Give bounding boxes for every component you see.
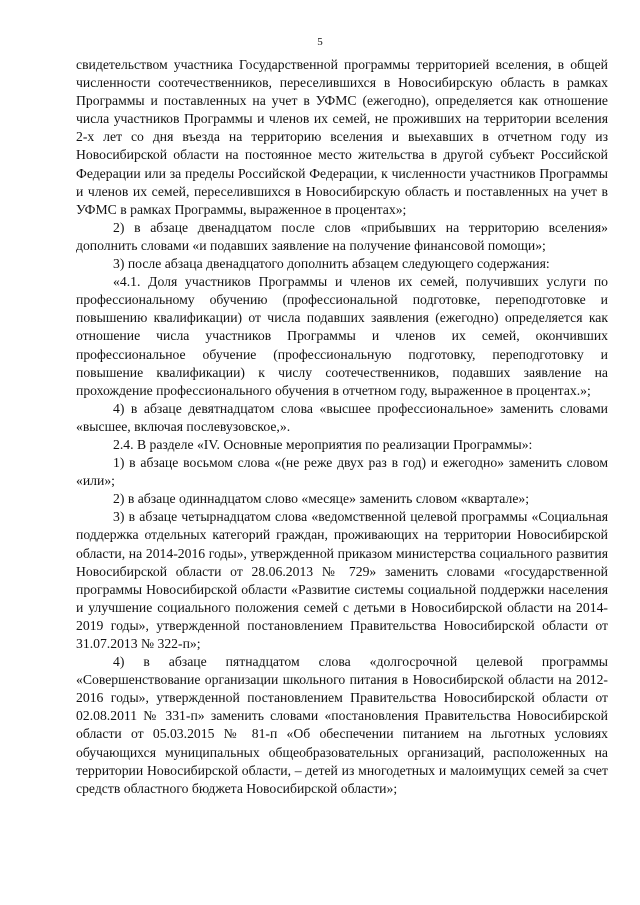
paragraph: 1) в абзаце восьмом слова «(не реже двух раз в год) и ежегодно» заменить словом «или»; [76,455,608,489]
paragraph: 2) в абзаце одиннадцатом слово «месяце» заменить словом «квартале»; [113,491,530,507]
paragraph: 2.4. В разделе «IV. Основные мероприятия по реализации Программы»: [113,436,533,452]
paragraph: свидетельством участника Государственной программы территорией вселения, в общей численности соотечественников, переселившихся в Новосибирскую область в рамках Программы и поставленных на учет в УФМС (ежегодно), определяется как отношение числа участников Программы и членов их семей, не проживших на территории вселения 2-х лет со дня въезда на территорию вселения и выехавших в отчетном году из Новосибирской области на постоянное место жительства в другой субъект Российской Федерации или за пределы Российской Федерации, к численности участников Программы и членов их семей, переселившихся в Новосибирскую область и поставленных на учет в УФМС в рамках Программы, выраженное в процентах»; [76,57,608,217]
document-body [76,56,608,798]
paragraph: 4) в абзаце пятнадцатом слова «долгосрочной целевой программы «Совершенствование организации школьного питания в Новосибирской области на 2012-2016 годы», утвержденной постановлением Правительства Новосибирской области от 02.08.2011 № 331-п» заменить словами «постановления Правительства Новосибирской области от 05.03.2015 № 81-п «Об обеспечении питанием на льготных условиях обучающихся муниципальных общеобразовательных организаций, расположенных на территории Новосибирской области, – детей из многодетных и малоимущих семей за счет средств областного бюджета Новосибирской области»; [76,654,608,796]
paragraph: 3) после абзаца двенадцатого дополнить абзацем следующего содержания: [113,256,550,272]
page-number: 5 [317,36,323,48]
paragraph: «4.1. Доля участников Программы и членов их семей, получивших услуги по профессиональному обучению (профессиональной подготовке, переподготовке и повышению квалификации) от числа подавших заявления (ежегодно) определяется как отношение числа участников Программы и членов их семей, окончивших профессиональное обучение (профессиональную подготовку, переподготовку и повышение квалификации) к числу соотечественников, подавших заявление на прохождение профессионального обучения в отчетном году, выраженное в процентах.»; [76,274,608,398]
paragraph: 4) в абзаце девятнадцатом слова «высшее профессиональное» заменить словами «высшее, включая послевузовское,». [76,400,608,434]
paragraph: 3) в абзаце четырнадцатом слова «ведомственной целевой программы «Социальная поддержка отдельных категорий граждан, проживающих на территории Новосибирской области, на 2014-2016 годы», утвержденной приказом министерства социального развития Новосибирской области от 28.06.2013 № 729» заменить словами «государственной программы Новосибирской области «Развитие системы социальной поддержки населения и улучшение социального положения семей с детьми в Новосибирской области на 2014-2019 годы», утвержденной постановлением Правительства Новосибирской области от 31.07.2013 № 322-п»; [76,509,608,651]
paragraph: 2) в абзаце двенадцатом после слов «прибывших на территорию вселения» дополнить словами «и подавших заявление на получение финансовой помощи»; [76,219,608,253]
